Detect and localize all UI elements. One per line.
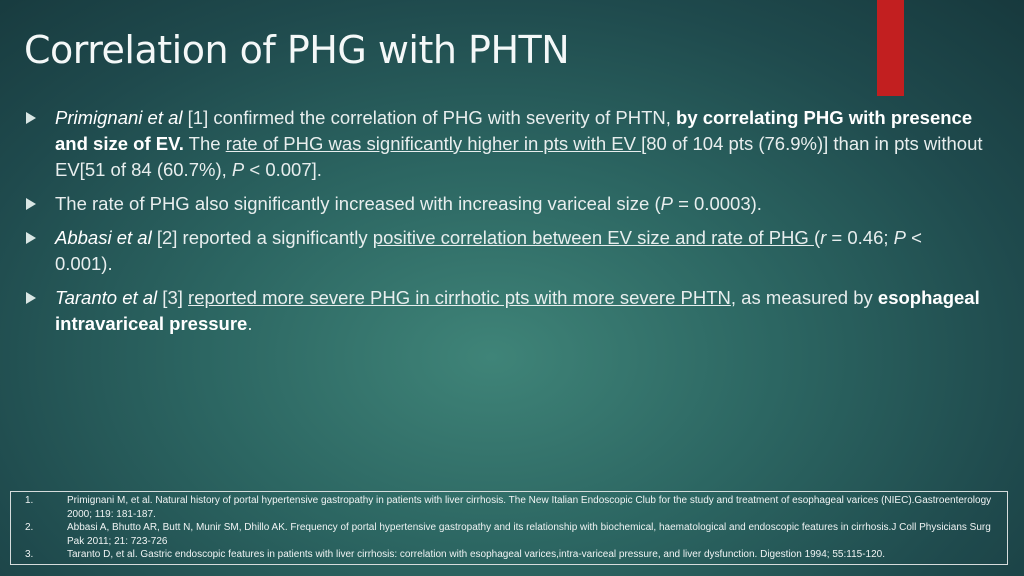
reference-item (11, 494, 1007, 521)
triangle-bullet-icon (26, 198, 36, 210)
text-run: [2] reported a significantly (151, 227, 373, 248)
reference-number: 3. (25, 549, 34, 560)
text-run: = 0.46; (826, 227, 894, 248)
p-value-symbol: P (893, 227, 906, 248)
author-name: Abbasi et al (55, 227, 152, 248)
text-run: The (183, 133, 226, 154)
slide-title: Correlation of PHG with PHTN (24, 28, 570, 72)
author-name: Taranto et al (55, 287, 158, 308)
text-run: [3] (157, 287, 189, 308)
underlined-text: rate of PHG was significantly higher in pts with EV (225, 133, 642, 154)
reference-number: 1. (25, 495, 34, 506)
text-run: [1] confirmed the correlation of PHG with severity of PHTN, (182, 107, 677, 128)
underlined-text: positive correlation between EV size and rate of PHG (372, 227, 814, 248)
p-value-symbol: P (231, 159, 245, 180)
text-run: = 0.0003). (672, 193, 762, 214)
bullet-item-primignani (24, 105, 984, 183)
text-run: [80 of 104 pts (76.9%)] than in pts without EV[51 of 84 (60.7%), (55, 133, 983, 180)
reference-text: Primignani M, et al. Natural history of portal hypertensive gastropathy in patients with liver cirrhosis. The New Italian Endoscopic Club for the study and treatment of esophageal varices (NIEC).Gastroenterology 2000; 119: 181-187. (67, 495, 992, 520)
red-accent-bar (877, 0, 904, 96)
bullet-list (24, 105, 984, 345)
reference-text: Taranto D, et al. Gastric endoscopic features in patients with liver cirrhosis: correlation with esophageal varices,intra-variceal pressure, and liver dysfunction. Digestion 1994; 55:115-120. (67, 549, 886, 560)
bold-text: by correlating PHG with presence and size of EV. (55, 107, 973, 154)
reference-number: 2. (25, 522, 34, 533)
text-run: . (247, 313, 253, 334)
bold-text: esophageal intravariceal pressure (55, 287, 980, 334)
p-value-symbol: P (660, 193, 673, 214)
r-value-symbol: r (820, 227, 827, 248)
bullet-item-variceal-size (24, 191, 984, 217)
references-box (10, 491, 1008, 565)
bullet-item-abbasi (24, 225, 984, 277)
reference-text: Abbasi A, Bhutto AR, Butt N, Munir SM, Dhillo AK. Frequency of portal hypertensive gastropathy and its relationship with biochemical, haematological and endoscopic features in cirrhosis.J Coll Physicians Surg Pak 2011; 21: 723-726 (67, 522, 991, 547)
text-run: < 0.001). (55, 227, 922, 274)
reference-item (11, 521, 1007, 548)
triangle-bullet-icon (26, 112, 36, 124)
triangle-bullet-icon (26, 292, 36, 304)
bullet-item-taranto (24, 285, 984, 337)
text-run: , as measured by (730, 287, 878, 308)
text-run: ( (813, 227, 821, 248)
reference-item (11, 548, 1007, 562)
text-run: The rate of PHG also significantly increased with increasing variceal size ( (55, 193, 661, 214)
triangle-bullet-icon (26, 232, 36, 244)
underlined-text: reported more severe PHG in cirrhotic pts with more severe PHTN (188, 287, 731, 308)
author-name: Primignani et al (55, 107, 183, 128)
text-run: < 0.007]. (244, 159, 322, 180)
